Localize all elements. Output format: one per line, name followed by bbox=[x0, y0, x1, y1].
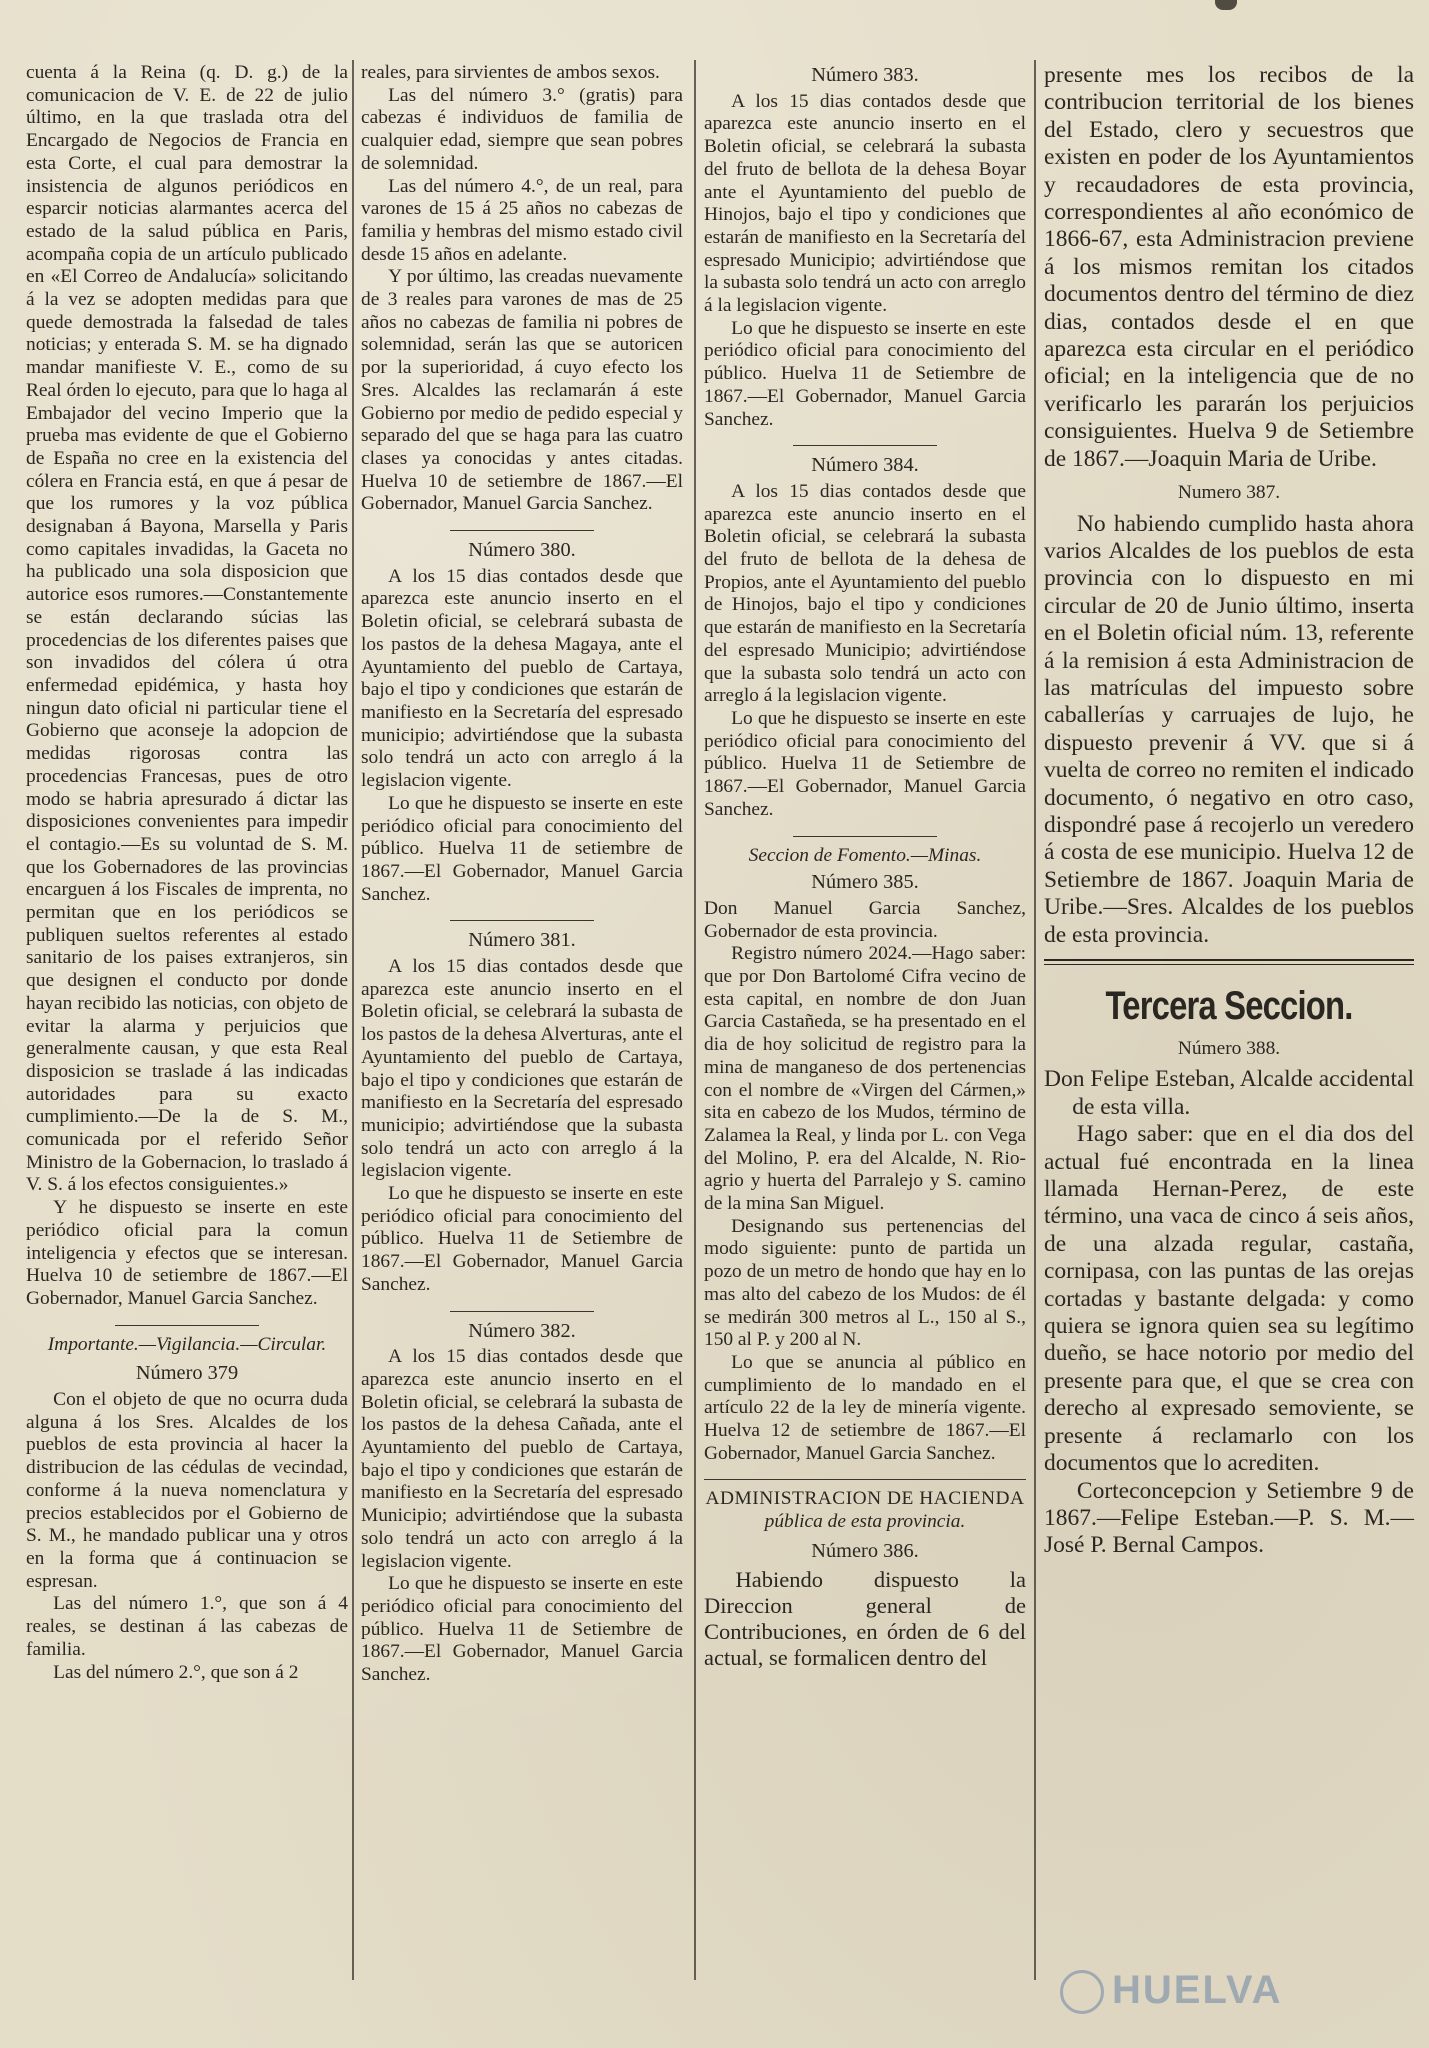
paragraph: Habiendo dispuesto la Direccion general de Contribuciones, en órden de 6 del actual, se formalicen dentro del bbox=[704, 1566, 1026, 1670]
paragraph: Don Felipe Esteban, Alcalde accidental de esta villa. bbox=[1044, 1066, 1414, 1120]
notice-number: Número 385. bbox=[811, 871, 919, 894]
notice-number: Número 381. bbox=[468, 929, 576, 952]
separator-rule bbox=[450, 530, 595, 531]
paragraph: Las del número 2.°, que son á 2 bbox=[53, 1661, 299, 1683]
column-2 bbox=[357, 62, 687, 1967]
paragraph: Registro número 2024.—Hago saber: que por Don Bartolomé Cifra vecino de esta capital, en nombre de don Juan Garcia Castañeda, se ha presentado en el dia de hoy solicitud de registro para la mina de manganeso de dos pertenencias con el nombre de «Virgen del Cármen,» sita en cabezo de los Mudos, término de Zalamea la Real, y linda por L. con Vega del Molino, P. era del Alcalde, N. Rio-agrio y huerta del Parralejo y S. camino de la mina San Miguel. bbox=[704, 943, 1026, 1215]
library-stamp bbox=[1060, 1968, 1360, 2012]
notice-number: Número 383. bbox=[811, 64, 919, 86]
separator-rule bbox=[793, 836, 938, 837]
paragraph: A los 15 dias contados desde que aparezca este anuncio inserto en el Boletin oficial, se celebrará subasta de los pastos de la dehesa Magaya, ante el Ayuntamiento del pueblo de Cartaya, bajo el tipo y condiciones que estarán de manifiesto en la Secretaría del espresado municipio; advirtiéndose que la subasta solo tendrá un acto con arreglo á la legislacion vigente. bbox=[361, 565, 683, 792]
paragraph: Con el objeto de que no ocurra duda alguna á los Sres. Alcaldes de los pueblos de esta provincia al hacer la distribucion de las cédulas de vecindad, conforme á la nueva nomenclatura y precios establecidos por el Gobierno de S. M., he mandado publicar una y otros en la forma que á continuacion se espresan. bbox=[26, 1389, 348, 1592]
stamp-text: HUELVA bbox=[1112, 1968, 1283, 2012]
paragraph: cuenta á la Reina (q. D. g.) de la comunicacion de V. E. de 22 de julio último, en la que traslada otra del Encargado de Negocios de Francia en esta Corte, el cual para demostrar la insistencia de algunos periódicos en esparcir noticias alarmantes acerca del estado de la salud pública en Paris, acompaña copia de un artículo publicado en «El Correo de Andalucía» solicitando á la vez se adopten medidas para que quede demostrada la falsedad de tales noticias; y enterada S. M. se ha dignado mandar manifieste V. E., como de su Real órden lo ejecuto, para que lo haga al Embajador del vecino Imperio que la prueba mas evidente de que el Gobierno de España no cree en la existencia del cólera en Francia está, en que á pesar de que los rumores y la voz pública designaban á Bayona, Marsella y Paris como capitales invadidas, la Gaceta no ha publicado una sola disposicion que autorice esos rumores.—Constantemente se están declarando súcias las procedencias de los diferentes paises que son invadidos del cólera ú otra enfermedad epidémica, y hasta hoy ningun dato oficial ni particular tiene el Gobierno que aconseje la adopcion de medidas rigorosas contra las procedencias Francesas, pues de otro modo se habria apresurado á dictar las disposiciones convenientes para impedir el contagio.—Es su voluntad de S. M. que los Gobernadores de las provincias encarguen á los Fiscales de imprenta, no permitan que en los periódicos se publiquen sueltos referentes al estado sanitario de los paises extranjeros, sin que designen el conducto por donde hayan recibido las noticias, con objeto de evitar la alarma y perjuicios que generalmente causan, y que esta Real disposicion se traslade á las indicadas autoridades para su exacto cumplimiento.—De la de S. M., comunicada por el referido Señor Ministro de la Gobernacion, lo traslado á V. S. á los efectos consiguientes.» bbox=[26, 62, 348, 1196]
column-rule bbox=[352, 60, 354, 1980]
paragraph: Las del número 4.°, de un real, para varones de 15 á 25 años no cabezas de familia y hembras del mismo estado civil desde 15 años en adelante. bbox=[361, 175, 683, 265]
paragraph: A los 15 dias contados desde que aparezca este anuncio inserto en el Boletin oficial, se celebrará la subasta de los pastos de la dehesa Alverturas, ante el Ayuntamiento del pueblo de Cartaya, bajo el tipo y condiciones que estarán de manifiesto en la Secretaría del espresado municipio; advirtiéndose que la subasta solo tendrá un acto con arreglo á la legislacion vigente. bbox=[361, 956, 683, 1182]
paragraph: Lo que he dispuesto se inserte en este periódico oficial para conocimiento del público. Huelva 11 de Setiembre de 1867.—El Gobernador, Manuel Garcia Sanchez. bbox=[361, 1183, 683, 1295]
section-subheading: pública de esta provincia. bbox=[764, 1511, 966, 1533]
paragraph: No habiendo cumplido hasta ahora varios Alcaldes de los pueblos de esta provincia con lo dispuesto en mi circular de 20 de Junio último, inserta en el Boletin oficial núm. 13, referente á la remision á esta Administracion de las matrículas del impuesto sobre caballerías y carruajes de lujo, he dispuesto prevenir á VV. que si á vuelta de correo no remiten el indicado documento, ó negativo en otro caso, dispondré pase á recojerlo un veredero á costa de ese municipio. Huelva 12 de Setiembre de 1867. Joaquin Maria de Uribe.—Sres. Alcaldes de los pueblos de esta provincia. bbox=[1044, 510, 1414, 948]
notice-number: Numero 387. bbox=[1177, 482, 1281, 504]
paragraph: Lo que he dispuesto se inserte en este periódico oficial para conocimiento del público. Huelva 11 de Setiembre de 1867.—El Gobernador, Manuel Garcia Sanchez. bbox=[704, 707, 1026, 820]
separator-rule bbox=[704, 1479, 1026, 1480]
paragraph: Y por último, las creadas nuevamente de 3 reales para varones de mas de 25 años no cabezas de familia ni pobres de solemnidad, serán las que se autoricen por la superioridad, á cuyo efecto los Sres. Alcaldes las reclamarán á este Gobierno por medio de pedido especial y separado del que se haga para las cuatro clases ya conocidas y antes citadas. Huelva 10 de setiembre de 1867.—El Gobernador, Manuel Garcia Sanchez. bbox=[361, 266, 683, 515]
column-rule bbox=[1034, 60, 1036, 1980]
paragraph: reales, para sirvientes de ambos sexos. bbox=[361, 62, 660, 83]
column-3 bbox=[700, 62, 1030, 1967]
section-title: Tercera Seccion. bbox=[1105, 984, 1353, 1028]
notice-number: Número 386. bbox=[811, 1539, 919, 1562]
notice-number: Número 379 bbox=[135, 1362, 239, 1385]
section-rule bbox=[1044, 959, 1414, 965]
paragraph: Las del número 1.°, que son á 4 reales, se destinan á las cabezas de familia. bbox=[26, 1593, 348, 1660]
notice-number: Número 380. bbox=[468, 539, 576, 562]
paragraph: Designando sus pertenencias del modo siguiente: punto de partida un pozo de un metro de hondo que hay en lo mas alto del cabezo de los Mudos: de él se medirán 300 metros al L., 150 al S., 150 al P. y 200 al N. bbox=[704, 1215, 1026, 1351]
section-heading: Seccion de Fomento.—Minas. bbox=[748, 844, 982, 866]
notice-number: Número 382. bbox=[468, 1319, 576, 1342]
column-rule bbox=[694, 60, 696, 1980]
paragraph: A los 15 dias contados desde que aparezca este anuncio inserto en el Boletin oficial, se celebrará la subasta del fruto de bellota de la dehesa Boyar ante el Ayuntamiento del pueblo de Hinojos, bajo el tipo y condiciones que estarán de manifiesto en la Secretaría del espresado Municipio; advirtiéndose que la subasta solo tendrá un acto con arreglo á la legislacion vigente. bbox=[704, 90, 1026, 317]
paragraph: A los 15 dias contados desde que aparezca este anuncio inserto en el Boletin oficial, se celebrará la subasta del fruto de bellota de la dehesa de Propios, ante el Ayuntamiento del pueblo de Hinojos, bajo el tipo y condiciones que estarán de manifiesto en la Secretaría del espresado Municipio; advirtiéndose que la subasta solo tendrá un acto con arreglo á la legislacion vigente. bbox=[704, 480, 1026, 707]
separator-rule bbox=[115, 1325, 260, 1326]
paragraph: Lo que he dispuesto se inserte en este periódico oficial para conocimiento del público. Huelva 11 de setiembre de 1867.—El Gobernador, Manuel Garcia Sanchez. bbox=[361, 792, 683, 905]
paragraph: Lo que he dispuesto se inserte en este periódico oficial para conocimiento del público. Huelva 11 de Setiembre de 1867.—El Gobernador, Manuel Garcia Sanchez. bbox=[361, 1573, 683, 1686]
notice-number: Número 384. bbox=[811, 454, 919, 477]
paragraph: A los 15 dias contados desde que aparezca este anuncio inserto en el Boletin oficial, se celebrará la subasta de los pastos de la dehesa Cañada, ante el Ayuntamiento del pueblo de Cartaya, bajo el tipo y condiciones que estarán de manifiesto en la Secretaría del espresado Municipio; advirtiéndose que la subasta solo tendrá un acto con arreglo á la legislacion vigente. bbox=[361, 1346, 683, 1572]
paragraph: Hago saber: que en el dia dos del actual fué encontrada en la linea llamada Hernan-Perez, de este término, una vaca de cinco á seis años, de una alzada regular, castaña, cornipasa, con las puntas de las orejas cortadas y bastante delgada: y como quiera se ignora quien sea su legítimo dueño, se hace notorio por medio del presente para que, el que se crea con derecho al expresado semoviente, se presente á reclamarlo con los documentos que lo acrediten. bbox=[1044, 1121, 1414, 1477]
separator-rule bbox=[450, 920, 595, 921]
seal-icon bbox=[1060, 1970, 1104, 2014]
paragraph: Don Manuel Garcia Sanchez, Gobernador de esta provincia. bbox=[704, 897, 1026, 942]
paragraph: presente mes los recibos de la contribucion territorial de los bienes del Estado, clero y secuestros que existen en poder de los Ayuntamientos y recaudadores de esta provincia, correspondientes al año económico de 1866-67, esta Administracion previene á los mismos remitan los citados documentos dentro del término de diez dias, contados desde el en que aparezca esta circular en el periódico oficial; en la inteligencia que de no verificarlo les pararán los perjuicios consiguientes. Huelva 9 de Setiembre de 1867.—Joaquin Maria de Uribe. bbox=[1044, 62, 1414, 472]
section-heading: ADMINISTRACION DE HACIENDA bbox=[705, 1488, 1025, 1510]
column-4 bbox=[1040, 62, 1418, 1967]
column-1 bbox=[22, 62, 352, 1967]
separator-rule bbox=[793, 445, 938, 446]
page-corner-mark bbox=[1215, 0, 1237, 10]
paragraph: Corteconcepcion y Setiembre 9 de 1867.—Felipe Esteban.—P. S. M.—José P. Bernal Campos. bbox=[1044, 1477, 1414, 1559]
paragraph: Y he dispuesto se inserte en este periódico oficial para la comun inteligencia y efectos que se interesan. Huelva 10 de setiembre de 1867.—El Gobernador, Manuel Garcia Sanchez. bbox=[26, 1197, 348, 1309]
section-heading: Importante.—Vigilancia.—Circular. bbox=[47, 1333, 327, 1355]
separator-rule bbox=[450, 1311, 595, 1312]
paragraph: Lo que he dispuesto se inserte en este periódico oficial para conocimiento del público. Huelva 11 de Setiembre de 1867.—El Gobernador, Manuel Garcia Sanchez. bbox=[704, 317, 1026, 430]
notice-number: Número 388. bbox=[1177, 1038, 1281, 1059]
paragraph: Lo que se anuncia al público en cumplimiento de lo mandado en el artículo 22 de la ley de minería vigente. Huelva 12 de setiembre de 1867.—El Gobernador, Manuel Garcia Sanchez. bbox=[704, 1351, 1026, 1464]
paragraph: Las del número 3.° (gratis) para cabezas é individuos de familia de cualquier edad, siempre que sean pobres de solemnidad. bbox=[361, 84, 683, 174]
